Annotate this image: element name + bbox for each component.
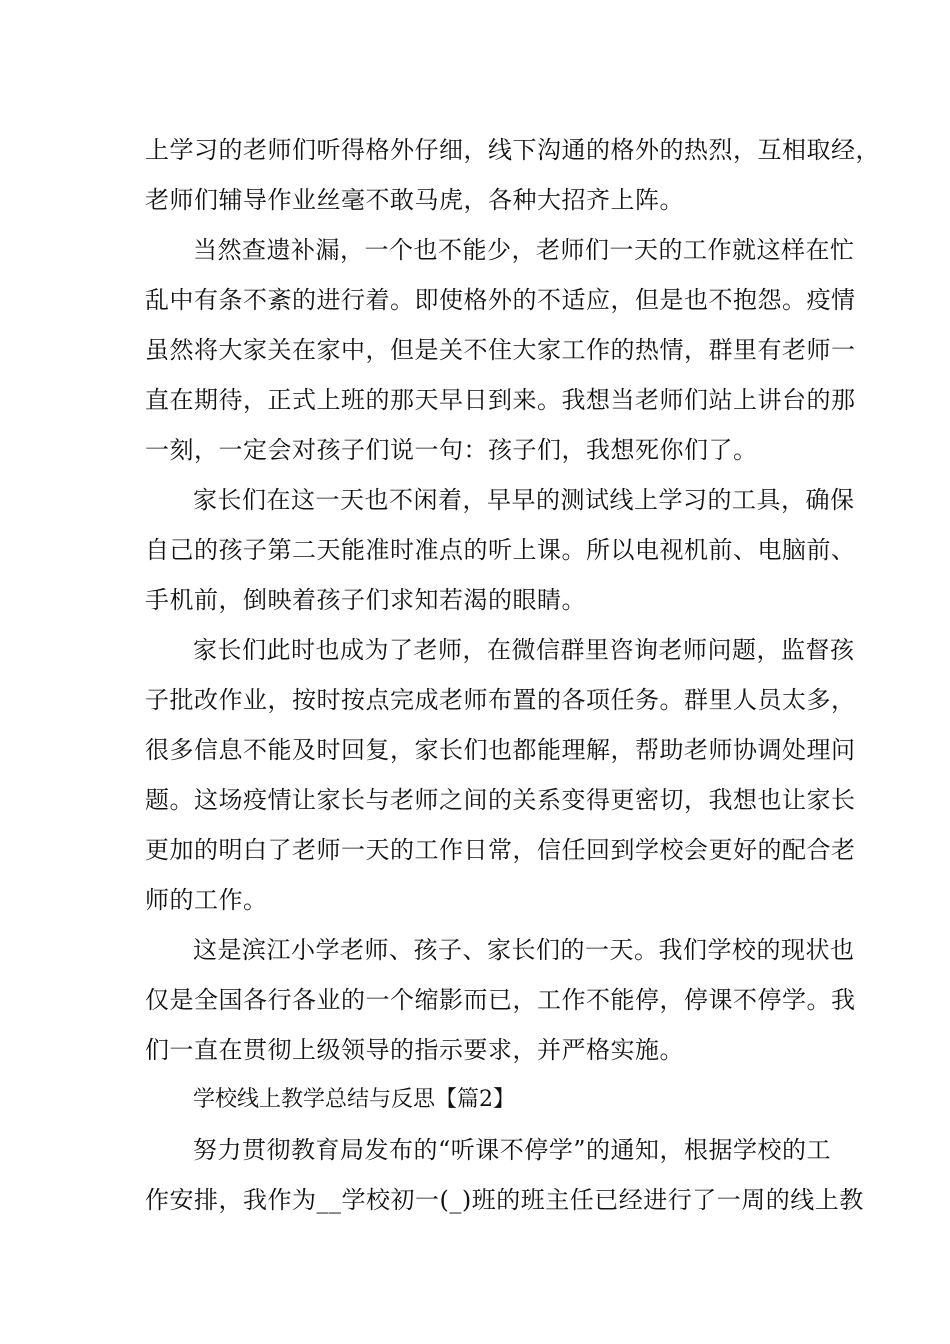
text-line: 自己的孩子第二天能准时准点的听上课。所以电视机前、电脑前、 (145, 536, 856, 564)
text-line: 直在期待，正式上班的那天早日到来。我想当老师们站上讲台的那 (145, 386, 856, 414)
text-line: 手机前，倒映着孩子们求知若渴的眼睛。 (145, 586, 586, 614)
text-line: 上学习的老师们听得格外仔细，线下沟通的格外的热烈，互相取经， (145, 136, 880, 164)
text-line: 题。这场疫情让家长与老师之间的关系变得更密切，我想也让家长 (145, 786, 856, 814)
paragraph-first-line: 家长们在这一天也不闲着，早早的测试线上学习的工具，确保 (193, 486, 855, 514)
paragraph-first-line: 努力贯彻教育局发布的“听课不停学”的通知，根据学校的工 (193, 1136, 832, 1164)
text-line: 仅是全国各行各业的一个缩影而已，工作不能停，停课不停学。我 (145, 986, 856, 1014)
paragraph-first-line: 当然查遗补漏，一个也不能少，老师们一天的工作就这样在忙 (193, 236, 855, 264)
text-line: 很多信息不能及时回复，家长们也都能理解，帮助老师协调处理问 (145, 736, 856, 764)
text-line: 子批改作业，按时按点完成老师布置的各项任务。群里人员太多， (145, 686, 856, 714)
text-line: 老师们辅导作业丝毫不敢马虎，各种大招齐上阵。 (145, 186, 684, 214)
paragraph-first-line: 家长们此时也成为了老师，在微信群里咨询老师问题，监督孩 (193, 636, 855, 664)
text-line: 们一直在贯彻上级领导的指示要求，并严格实施。 (145, 1036, 684, 1064)
text-line: 乱中有条不紊的进行着。即使格外的不适应，但是也不抱怨。疫情 (145, 286, 856, 314)
section-heading: 学校线上教学总结与反思【篇2】 (193, 1087, 515, 1112)
text-line: 作安排，我作为__学校初一(_)班的班主任已经进行了一周的线上教 (145, 1186, 864, 1214)
text-line: 更加的明白了老师一天的工作日常，信任回到学校会更好的配合老 (145, 836, 856, 864)
text-line: 师的工作。 (145, 886, 268, 914)
paragraph-first-line: 这是滨江小学老师、孩子、家长们的一天。我们学校的现状也 (193, 936, 855, 964)
text-line: 虽然将大家关在家中，但是关不住大家工作的热情，群里有老师一 (145, 336, 856, 364)
text-line: 一刻，一定会对孩子们说一句：孩子们，我想死你们了。 (145, 436, 758, 464)
